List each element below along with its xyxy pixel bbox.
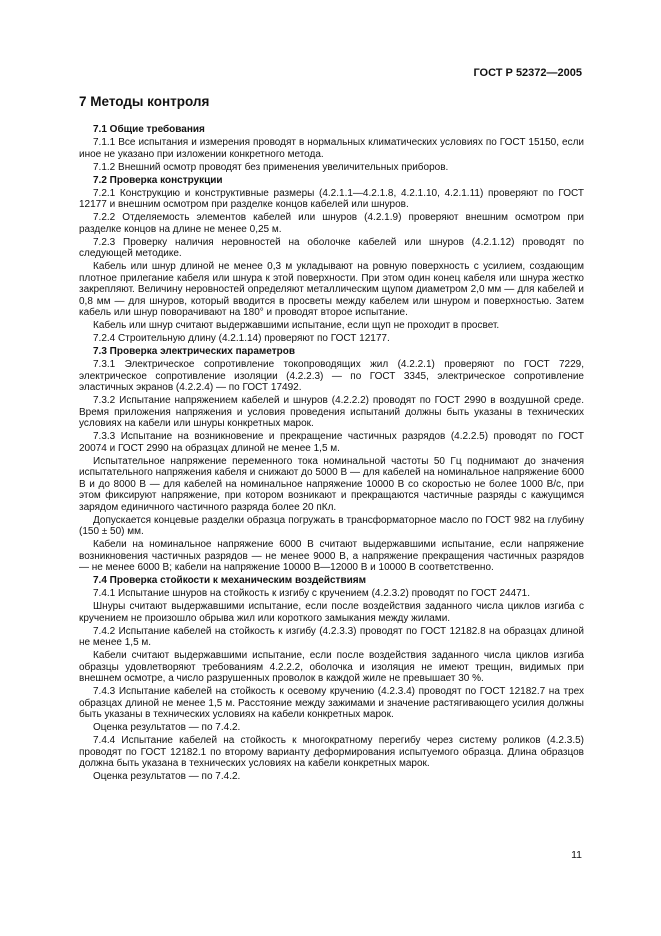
paragraph: 7.3.3 Испытание на возникновение и прекращение частичных разрядов (4.2.2.5) проводят по ГОСТ 20074 и ГОСТ 2990 на образцах длиной не менее 1,5 м. [79, 431, 584, 454]
paragraph: Допускается концевые разделки образца погружать в трансформаторное масло по ГОСТ 982 на глубину (150 ± 50) мм. [79, 514, 584, 537]
paragraph: 7.2.2 Отделяемость элементов кабелей или шнуров (4.2.1.9) проверяют внешним осмотром при разделке концов на длине не менее 0,25 м. [79, 212, 584, 235]
paragraph: 7.4.1 Испытание шнуров на стойкость к изгибу с кручением (4.2.3.2) проводят по ГОСТ 24471. [93, 588, 531, 599]
document-body [79, 124, 584, 783]
paragraph: Кабель или шнур считают выдержавшими испытание, если щуп не проходит в просвет. [93, 320, 500, 331]
paragraph: Испытательное напряжение переменного тока номинальной частоты 50 Гц поднимают до значения испытательного напряжения кабеля и снижают до 5000 В — для кабелей на номинальное напряжение 6000 В и до 8000 В — для кабелей на номинальное напряжение 10000 В со скоростью не более 1000 В/с, при этом фиксируют напряжение, при котором возникают и прекращаются частичные разряды с кажущимся зарядом единичного частичного разряда более 20 пКл. [79, 455, 584, 513]
paragraph: 7.3.1 Электрическое сопротивление токопроводящих жил (4.2.2.1) проверяют по ГОСТ 7229, электрическое сопротивление изоляции (4.2.2.3) — по ГОСТ 3345, электрическое сопротивление эластичных экранов (4.2.2.4) — по ГОСТ 17492. [79, 359, 584, 393]
paragraph: Шнуры считают выдержавшими испытание, если после воздействия заданного числа циклов изгиба с кручением не произошло обрыва жил или короткого замыкания между жилами. [79, 601, 584, 624]
paragraph: 7.2.3 Проверку наличия неровностей на оболочке кабелей или шнуров (4.2.1.12) проводят по следующей методике. [79, 236, 584, 259]
subsection-heading: 7.2 Проверка конструкции [93, 174, 223, 186]
paragraph: 7.4.2 Испытание кабелей на стойкость к изгибу (4.2.3.3) проводят по ГОСТ 12182.8 на образцах длиной не менее 1,5 м. [79, 625, 584, 648]
paragraph: 7.4.4 Испытание кабелей на стойкость к многократному перегибу через систему роликов (4.2.3.5) проводят по ГОСТ 12182.1 по второму варианту деформирования испытуемого образца. Длина образцов должна быть указана в технических условиях на кабели конкретных марок. [79, 735, 584, 769]
subsection-heading: 7.1 Общие требования [93, 124, 205, 135]
paragraph: Кабели считают выдержавшими испытание, если после воздействия заданного числа циклов изгиба образцы удовлетворяют требованиям 4.2.2.2, оболочка и изоляция не имеют трещин, видимых при внешнем осмотре, а число разрушенных проволок в каждой жиле не превышает 30 %. [79, 650, 584, 684]
paragraph: Оценка результатов — по 7.4.2. [93, 722, 241, 733]
paragraph: Кабель или шнур длиной не менее 0,3 м укладывают на ровную поверхность с усилием, создающим плотное прилегание кабеля или шнура к этой поверхности. При этом один конец кабеля или шнура жестко закрепляют. Величину неровностей определяют металлическим щупом диаметром 2,0 мм — для кабелей и 0,8 мм — для шнуров, который вводится в просветы между кабелем или шнуром и поверхностью. Затем кабель или шнур поворачивают на 180° и проводят второе испытание. [79, 261, 584, 318]
paragraph: Оценка результатов — по 7.4.2. [93, 771, 241, 782]
section-title: 7 Методы контроля [79, 94, 210, 109]
paragraph: 7.1.2 Внешний осмотр проводят без применения увеличительных приборов. [93, 161, 449, 173]
paragraph: 7.1.1 Все испытания и измерения проводят в нормальных климатических условиях по ГОСТ 15150, если иное не указано при изложении конкретного метода. [79, 137, 584, 160]
paragraph: 7.4.3 Испытание кабелей на стойкость к осевому кручению (4.2.3.4) проводят по ГОСТ 12182.7 на трех образцах длиной не менее 1,5 м. Расстояние между зажимами и значение растягивающего усилия должны быть указаны в технических условиях на кабели конкретных марок. [79, 686, 584, 720]
subsection-heading: 7.4 Проверка стойкости к механическим воздействиям [93, 575, 366, 586]
paragraph: 7.2.1 Конструкцию и конструктивные размеры (4.2.1.1—4.2.1.8, 4.2.1.10, 4.2.1.11) проверяют по ГОСТ 12177 и внешним осмотром при разделке концов кабелей или шнуров. [79, 187, 584, 210]
paragraph: 7.3.2 Испытание напряжением кабелей и шнуров (4.2.2.2) проводят по ГОСТ 2990 в воздушной среде. Время приложения напряжения и условия проведения испытаний должны быть указаны в технических условиях на кабели или шнуры конкретных марок. [79, 395, 584, 429]
page-number: 11 [571, 849, 582, 861]
paragraph: 7.2.4 Строительную длину (4.2.1.14) проверяют по ГОСТ 12177. [93, 333, 390, 344]
paragraph: Кабели на номинальное напряжение 6000 В считают выдержавшими испытание, если напряжение возникновения частичных разрядов — не менее 9000 В, а напряжение прекращения частичных разрядов — не менее 6000 В; кабели на напряжение 10000 В—12000 В и 10000 В соответственно. [79, 539, 584, 573]
document-header: ГОСТ Р 52372—2005 [473, 67, 582, 79]
subsection-heading: 7.3 Проверка электрических параметров [93, 346, 295, 357]
